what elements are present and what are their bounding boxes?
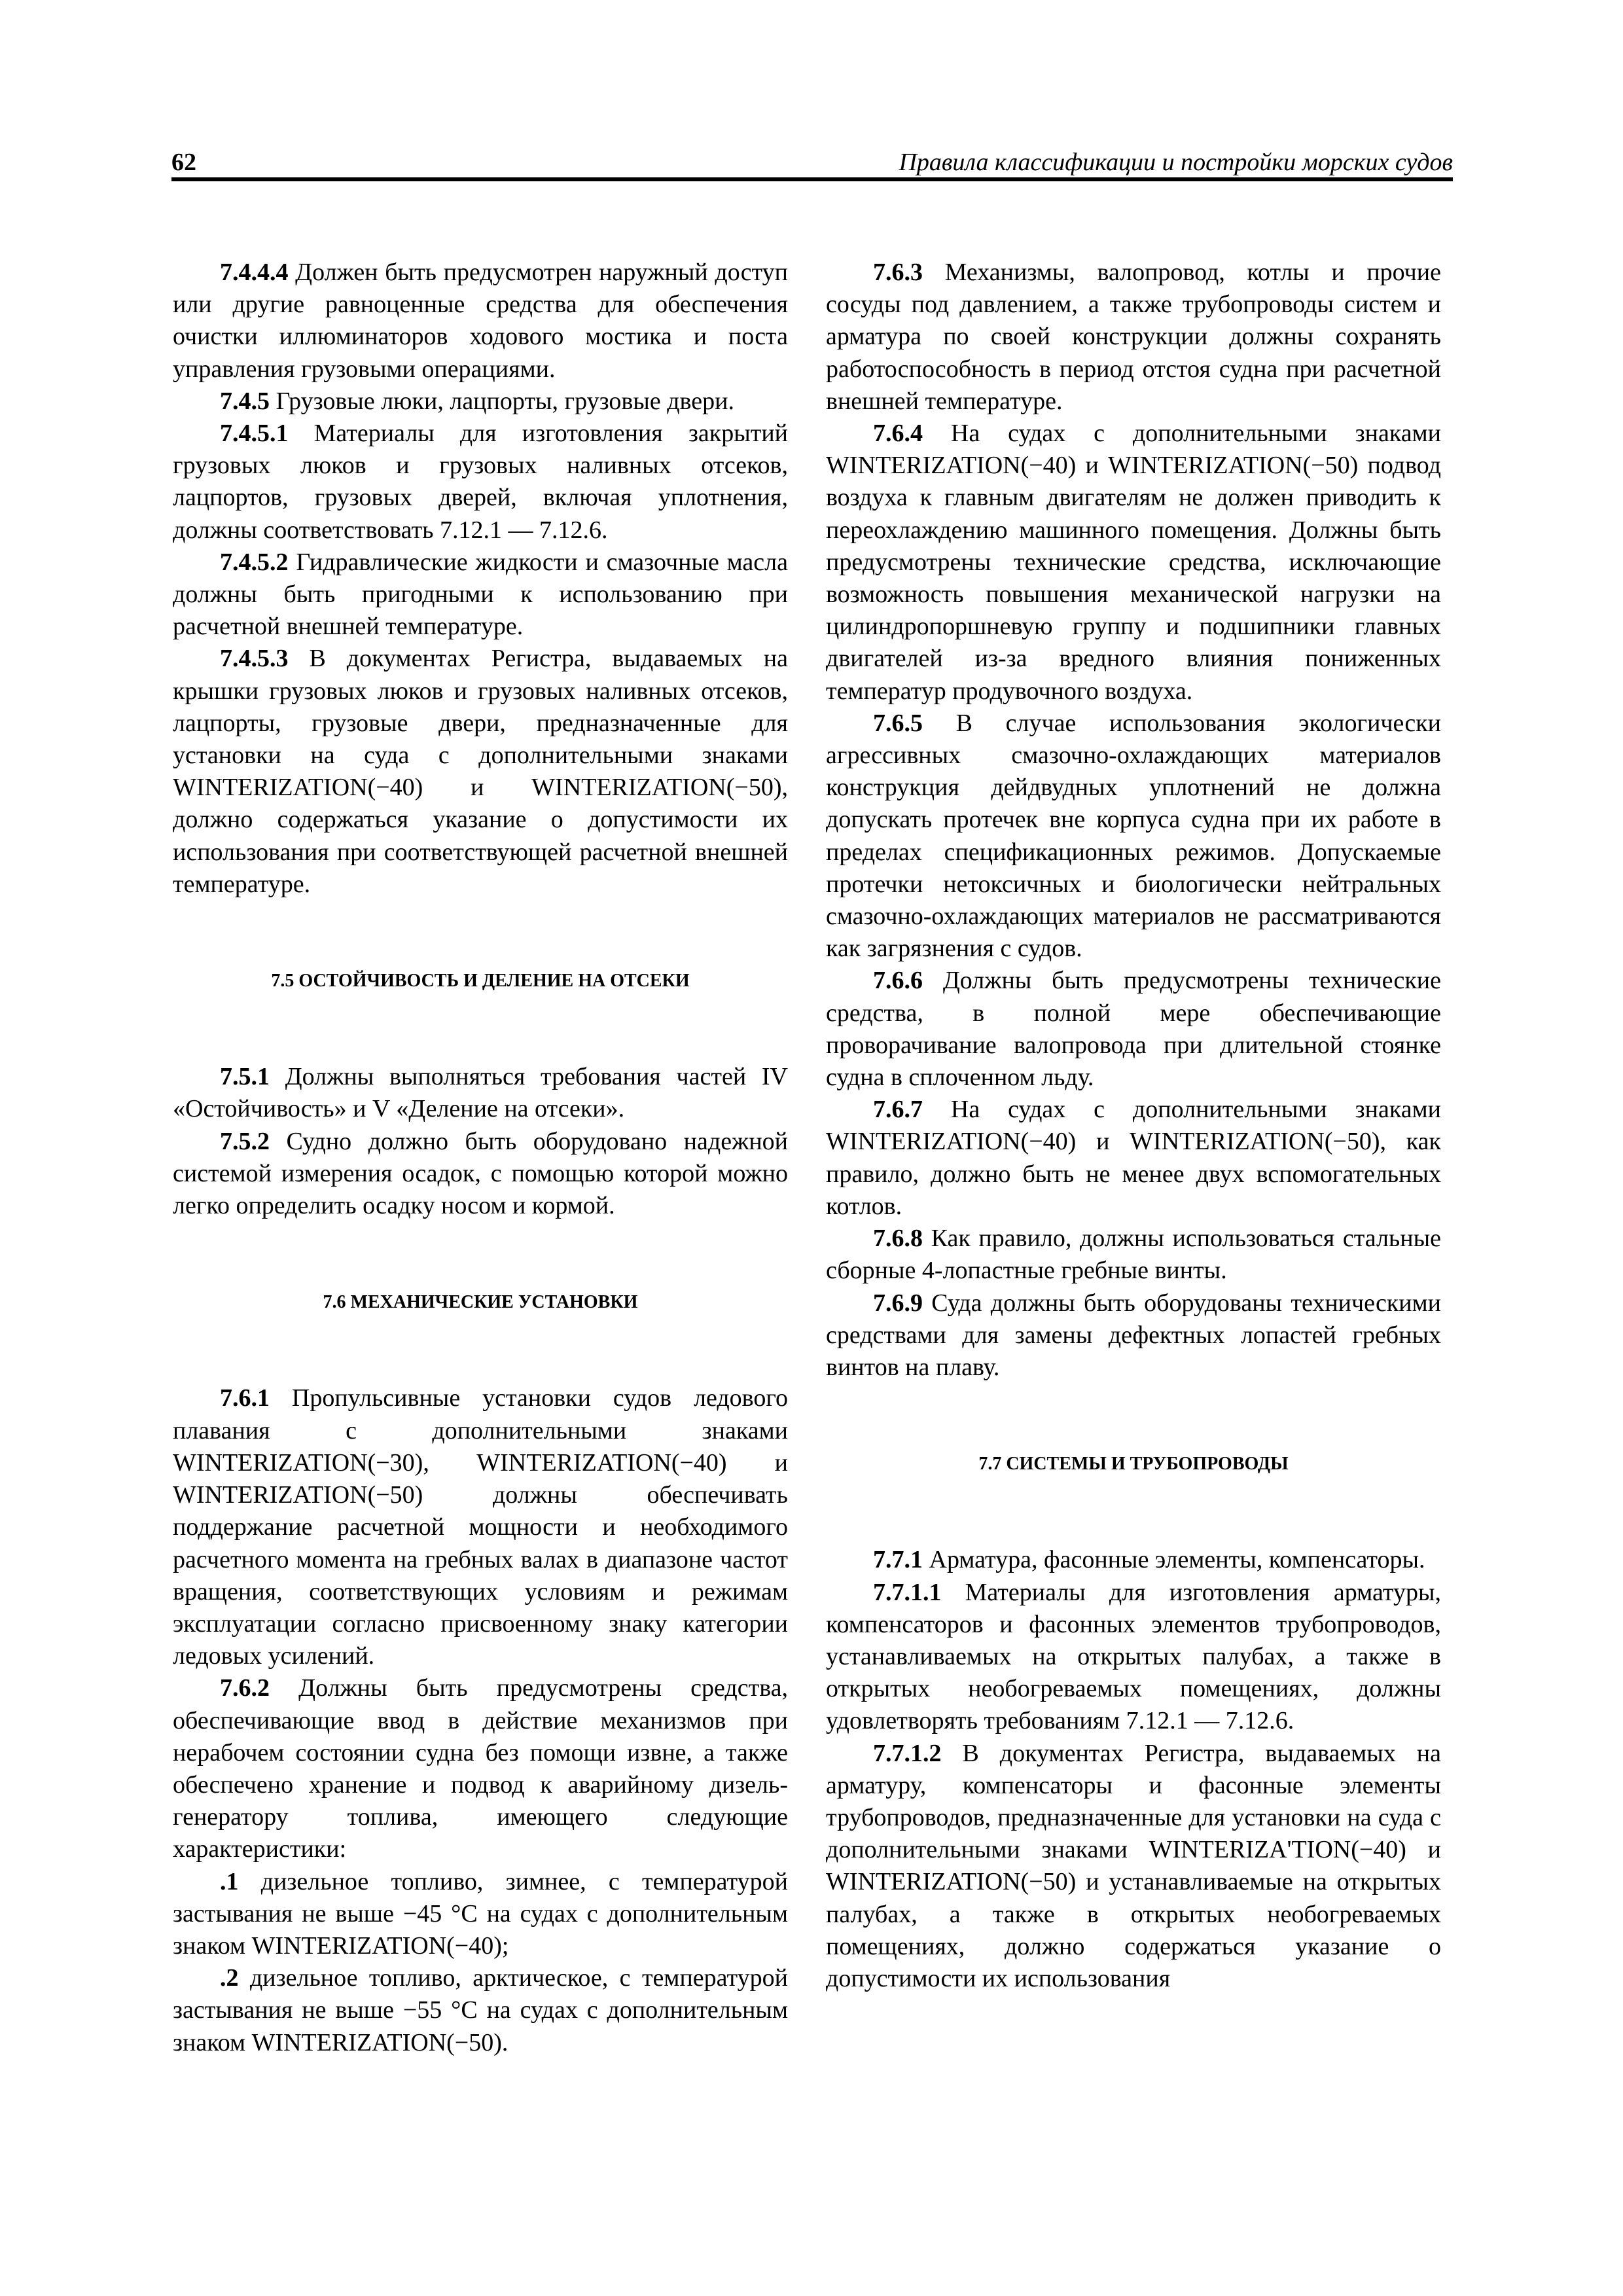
paragraph-text: В случае использования экологически агрессивных смазочно-охлаждающих материалов конструкция дейдвудных уплотнений не должна допускать протечек вне корпуса судна при их работе в пределах спецификационных режимов. Допускаемые протечки нетоксичных и биологически нейтральных смазочно-охлаждающих материалов не рассматриваются как загрязнения с судов. bbox=[826, 709, 1441, 963]
paragraph-text: Грузовые люки, лацпорты, грузовые двери. bbox=[270, 387, 734, 415]
clause-number: 7.6.4 bbox=[873, 420, 923, 448]
paragraph-text: Должен быть предусмотрен наружный доступ или другие равноценные средства для обеспечения очистки иллюминаторов ходового мостика и поста управления грузовыми операциями. bbox=[173, 259, 788, 383]
clause-number: 7.5.1 bbox=[220, 1063, 270, 1091]
clause-number: 7.7.1 bbox=[873, 1546, 923, 1574]
list-item-text: дизельное топливо, зимнее, с температурой застывания не выше −45 °С на судах с дополнительным знаком WINTERIZATION(−40); bbox=[173, 1867, 788, 1960]
clause-number: 7.6.5 bbox=[873, 709, 923, 737]
paragraph-7-5-2 bbox=[173, 1126, 788, 1223]
list-item-text: дизельное топливо, арктическое, с температурой застывания не выше −55 °С на судах с дополнительным знаком WINTERIZATION(−50). bbox=[173, 1964, 788, 2056]
paragraph-text: Как правило, должны использоваться стальные сборные 4-лопастные гребные винты. bbox=[826, 1225, 1441, 1285]
clause-number: 7.6.9 bbox=[873, 1289, 923, 1317]
clause-number: 7.7.1.2 bbox=[873, 1739, 942, 1767]
paragraph-7-4-5-2 bbox=[173, 547, 788, 643]
clause-number: 7.6.2 bbox=[220, 1674, 270, 1702]
clause-number: 7.6.3 bbox=[873, 259, 923, 286]
list-item-number: .2 bbox=[220, 1964, 239, 1992]
clause-number: 7.6.1 bbox=[220, 1384, 270, 1412]
paragraph-7-6-3 bbox=[826, 257, 1441, 418]
paragraph-text: На судах с дополнительными знаками WINTERIZATION(−40) и WINTERIZATION(−50) подвод воздуха к главным двигателям не должен приводить к переохлаждению машинного помещения. Должны быть предусмотрены технические средства, исключающие возможность повышения механической нагрузки на цилиндропоршневую группу и подшипники главных двигателей из-за вредного влияния пониженных температур продувочного воздуха. bbox=[826, 420, 1441, 705]
paragraph-7-4-5-1 bbox=[173, 418, 788, 547]
header-rule bbox=[171, 177, 1453, 181]
paragraph-text: На судах с дополнительными знаками WINTERIZATION(−40) и WINTERIZATION(−50), как правило, должно быть не менее двух вспомогательных котлов. bbox=[826, 1096, 1441, 1220]
section-heading-7-7: 7.7 СИСТЕМЫ И ТРУБОПРОВОДЫ bbox=[978, 1454, 1289, 1475]
page-number: 62 bbox=[171, 149, 196, 176]
clause-number: 7.7.1.1 bbox=[873, 1578, 942, 1606]
page-header bbox=[171, 143, 1453, 182]
paragraph-7-6-1 bbox=[173, 1382, 788, 1672]
section-heading-7-6: 7.6 МЕХАНИЧЕСКИЕ УСТАНОВКИ bbox=[323, 1292, 638, 1313]
paragraph-7-6-7 bbox=[826, 1094, 1441, 1223]
list-item-2 bbox=[173, 1962, 788, 2059]
running-title: Правила классификации и постройки морских судов bbox=[899, 149, 1453, 176]
paragraph-7-6-6 bbox=[826, 965, 1441, 1094]
paragraph-7-7-1-1 bbox=[826, 1577, 1441, 1738]
paragraph-7-6-5 bbox=[826, 708, 1441, 965]
paragraph-7-6-2 bbox=[173, 1672, 788, 1865]
paragraph-7-4-5-3 bbox=[173, 643, 788, 901]
clause-number: 7.6.8 bbox=[873, 1225, 923, 1253]
paragraph-7-7-1 bbox=[826, 1544, 1441, 1576]
paragraph-text: В документах Регистра, выдаваемых на арматуру, компенсаторы и фасонные элементы трубопроводов, предназначенные для установки на суда с дополнительными знаками WINTERIZA'TION(−40) и WINTERIZATION(−50) и устанавливаемые на открытых палубах, а также в открытых необогреваемых помещениях, должно содержаться указание о допустимости их использования bbox=[826, 1739, 1441, 1992]
clause-number: 7.6.7 bbox=[873, 1096, 923, 1124]
paragraph-text: Должны выполняться требования частей IV «Остойчивость» и V «Деление на отсеки». bbox=[173, 1063, 788, 1123]
paragraph-text: Должны быть предусмотрены средства, обеспечивающие ввод в действие механизмов при нерабочем состоянии судна без помощи извне, а также обеспечено хранение и подвод к аварийному дизель-генератору топлива, имеющего следующие характеристики: bbox=[173, 1674, 788, 1863]
paragraph-text: Гидравлические жидкости и смазочные масла должны быть пригодными к использованию при расчетной внешней температуре. bbox=[173, 548, 788, 641]
clause-number: 7.6.6 bbox=[873, 967, 923, 995]
clause-number: 7.4.5.1 bbox=[220, 420, 289, 448]
paragraph-text: Механизмы, валопровод, котлы и прочие сосуды под давлением, а также трубопроводы систем и арматура по своей конструкции должны сохранять работоспособность в период отстоя судна при расчетной внешней температуре. bbox=[826, 259, 1441, 415]
right-column bbox=[826, 257, 1441, 1995]
clause-number: 7.4.5.3 bbox=[220, 645, 289, 673]
paragraph-text: В документах Регистра, выдаваемых на крышки грузовых люков и грузовых наливных отсеков, лацпорты, грузовые двери, предназначенные для установки на суда с дополнительными знаками WINTERIZATION(−40) и WINTERIZATION(−50), должно содержаться указание о допустимости их использования при соответствующей расчетной внешней температуре. bbox=[173, 645, 788, 898]
clause-number: 7.4.5.2 bbox=[220, 548, 289, 576]
paragraph-7-5-1 bbox=[173, 1061, 788, 1125]
paragraph-7-7-1-2 bbox=[826, 1738, 1441, 1996]
paragraph-7-6-8 bbox=[826, 1223, 1441, 1287]
left-column bbox=[173, 257, 788, 2059]
paragraph-7-6-4 bbox=[826, 418, 1441, 708]
clause-number: 7.4.5 bbox=[220, 387, 270, 415]
list-item-1 bbox=[173, 1866, 788, 1963]
paragraph-text: Материалы для изготовления арматуры, компенсаторов и фасонных элементов трубопроводов, устанавливаемых на открытых палубах, а также в открытых необогреваемых помещениях, должны удовлетворять требованиям 7.12.1 — 7.12.6. bbox=[826, 1578, 1441, 1735]
clause-number: 7.5.2 bbox=[220, 1127, 270, 1155]
paragraph-text: Судно должно быть оборудовано надежной системой измерения осадок, с помощью которой можно легко определить осадку носом и кормой. bbox=[173, 1127, 788, 1220]
paragraph-text: Арматура, фасонные элементы, компенсаторы. bbox=[923, 1546, 1425, 1574]
section-heading-7-5: 7.5 ОСТОЙЧИВОСТЬ И ДЕЛЕНИЕ НА ОТСЕКИ bbox=[271, 971, 690, 992]
paragraph-text: Суда должны быть оборудованы техническими средствами для замены дефектных лопастей гребных винтов на плаву. bbox=[826, 1289, 1441, 1381]
paragraph-7-4-5 bbox=[173, 386, 788, 418]
paragraph-text: Пропульсивные установки судов ледового плавания с дополнительными знаками WINTERIZATION(−30), WINTERIZATION(−40) и WINTERIZATION(−50) должны обеспечивать поддержание расчетной мощности и необходимого расчетного момента на гребных валах в диапазоне частот вращения, соответствующих условиям и режимам эксплуатации согласно присвоенному знаку категории ледовых усилений. bbox=[173, 1384, 788, 1670]
paragraph-text: Материалы для изготовления закрытий грузовых люков и грузовых наливных отсеков, лацпортов, грузовых дверей, включая уплотнения, должны соответствовать 7.12.1 — 7.12.6. bbox=[173, 420, 788, 544]
paragraph-text: Должны быть предусмотрены технические средства, в полной мере обеспечивающие проворачивание валопровода при длительной стоянке судна в сплоченном льду. bbox=[826, 967, 1441, 1092]
clause-number: 7.4.4.4 bbox=[220, 259, 289, 286]
list-item-number: .1 bbox=[220, 1867, 239, 1895]
paragraph-7-4-4-4 bbox=[173, 257, 788, 386]
paragraph-7-6-9 bbox=[826, 1287, 1441, 1384]
